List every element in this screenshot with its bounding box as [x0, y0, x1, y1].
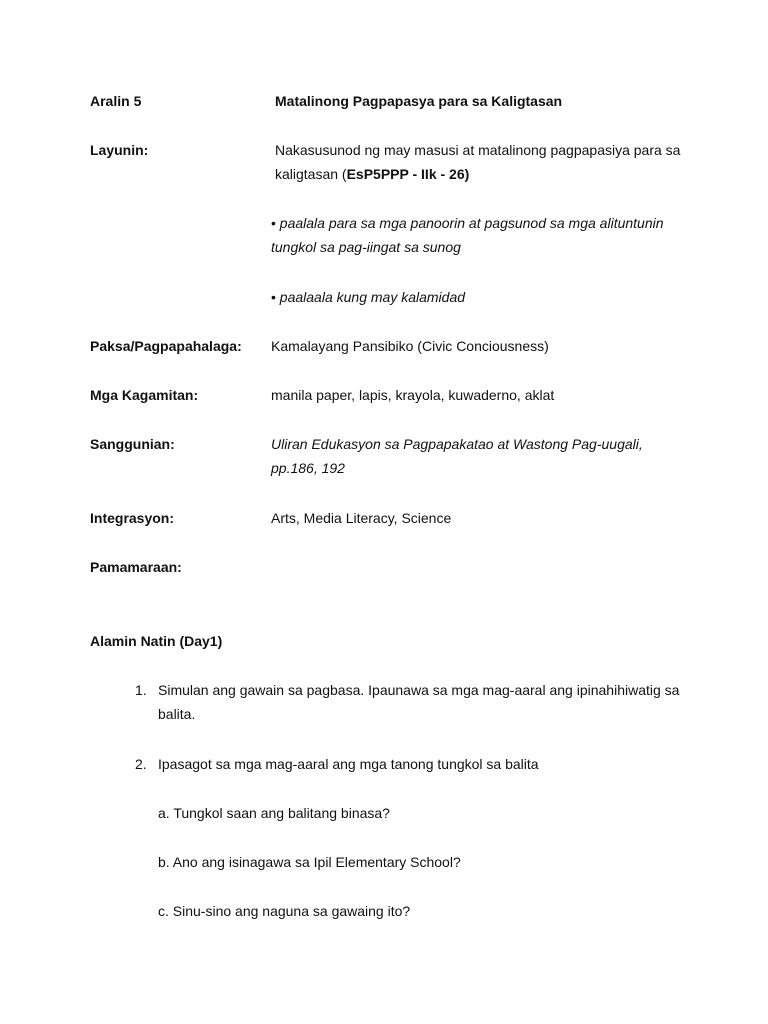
bullet-text: paalaala kung may kalamidad — [279, 289, 466, 305]
reference-line-1: Uliran Edukasyon sa Pagpapakatao at Wastong Pag-uugali, — [271, 436, 643, 452]
materials-label: Mga Kagamitan: — [90, 387, 199, 403]
procedure-label: Pamamaraan: — [90, 559, 182, 575]
question-item: c. Sinu-sino ang naguna sa gawaing ito? — [158, 903, 411, 919]
step-text — [158, 678, 679, 726]
step-line-2: balita. — [158, 706, 196, 722]
bullet-item — [271, 285, 465, 309]
section-title: Alamin Natin (Day1) — [90, 633, 223, 649]
bullet-item — [271, 211, 664, 259]
lesson-title: Matalinong Pagpapasya para sa Kaligtasan — [275, 93, 563, 109]
topic-label: Paksa/Pagpapahalaga: — [90, 338, 242, 354]
step-line-1: Simulan ang gawain sa pagbasa. Ipaunawa sa mga mag-aaral ang ipinahihiwatig sa — [158, 682, 680, 698]
bullet-text-cont: tungkol sa pag-iingat sa sunog — [271, 239, 461, 255]
integration-label: Integrasyon: — [90, 510, 175, 526]
bullet-icon: • — [271, 215, 276, 231]
topic-value: Kamalayang Pansibiko (Civic Conciousness) — [271, 338, 549, 354]
materials-value: manila paper, lapis, krayola, kuwaderno, aklat — [271, 387, 555, 403]
reference-label: Sanggunian: — [90, 436, 175, 452]
objective-line-2-text: kaligtasan ( — [275, 166, 347, 182]
objective-text — [275, 138, 680, 186]
objective-label: Layunin: — [90, 142, 149, 158]
step-number: 1. — [135, 682, 147, 698]
bullet-text: paalala para sa mga panoorin at pagsunod sa mga alituntunin — [279, 215, 664, 231]
objective-line-2 — [275, 162, 680, 186]
step-number: 2. — [135, 756, 147, 772]
question-item: b. Ano ang isinagawa sa Ipil Elementary School? — [158, 854, 461, 870]
reference-value — [271, 432, 643, 480]
integration-value: Arts, Media Literacy, Science — [271, 510, 452, 526]
objective-line-1: Nakasusunod ng may masusi at matalinong pagpapasiya para sa — [275, 142, 681, 158]
lesson-label: Aralin 5 — [90, 93, 142, 109]
step-text: Ipasagot sa mga mag-aaral ang mga tanong tungkol sa balita — [158, 756, 539, 772]
reference-line-2: pp.186, 192 — [271, 460, 345, 476]
question-item: a. Tungkol saan ang balitang binasa? — [158, 805, 390, 821]
objective-code: EsP5PPP - IIk - 26) — [346, 166, 470, 182]
bullet-icon: • — [271, 289, 276, 305]
